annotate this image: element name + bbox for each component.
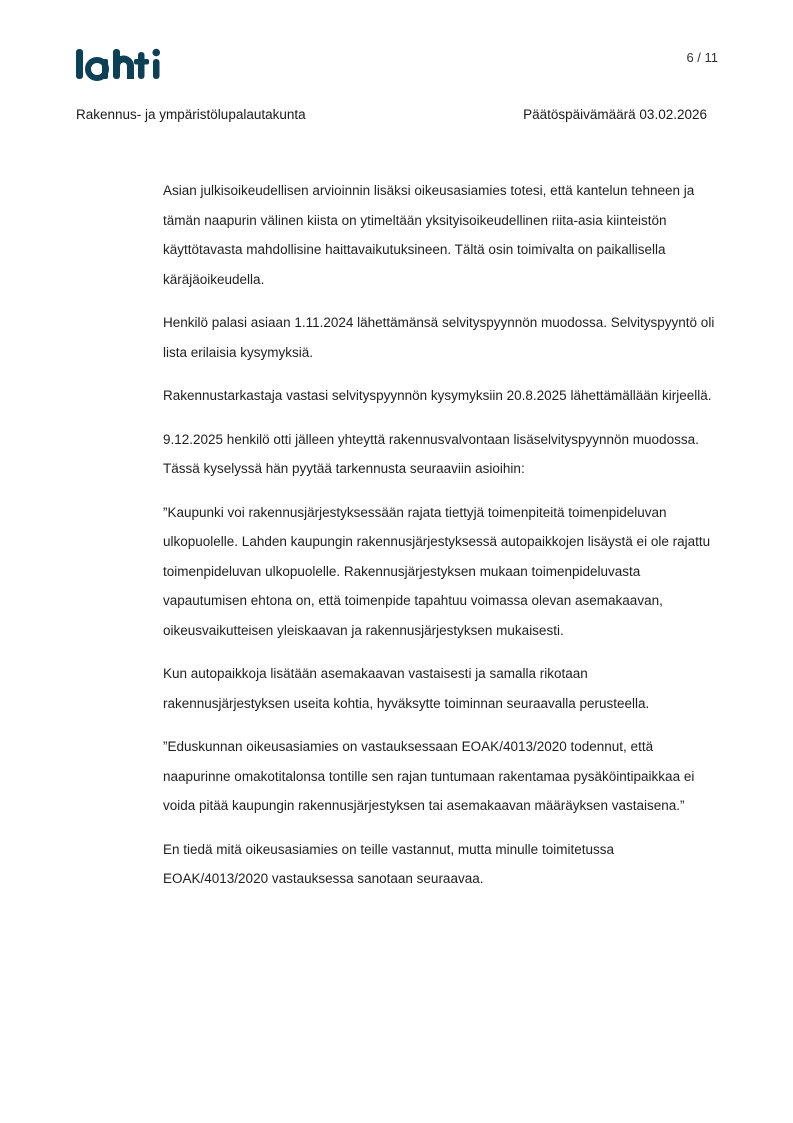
lahti-logo: [75, 44, 175, 84]
committee-name: Rakennus- ja ympäristölupalautakunta: [76, 107, 306, 122]
paragraph: Rakennustarkastaja vastasi selvityspyynnön kysymyksiin 20.8.2025 lähettämällään kirjeellä.: [163, 388, 712, 403]
paragraph: Henkilö palasi asiaan 1.11.2024 lähettämänsä selvityspyynnön muodossa. Selvityspyyntö oli lista erilaisia kysymyksiä.: [163, 315, 715, 360]
decision-date: Päätöspäivämäärä 03.02.2026: [523, 107, 707, 122]
paragraph: Asian julkisoikeudellisen arvioinnin lisäksi oikeusasiamies totesi, että kantelun tehneen ja tämän naapurin välinen kiista on ytimeltään yksityisoikeudellinen riita-asia kiinteistön käyttötavasta mahdollisine haittavaikutuksineen. Tältä osin toimivalta on paikallisella käräjäoikeudella.: [163, 183, 695, 287]
document-body: [163, 176, 715, 908]
paragraph: Kun autopaikkoja lisätään asemakaavan vastaisesti ja samalla rikotaan rakennusjärjestyksen useita kohtia, hyväksytte toiminnan seuraavalla perusteella.: [163, 666, 650, 711]
quoted-paragraph: ”Kaupunki voi rakennusjärjestyksessään rajata tiettyjä toimenpiteitä toimenpideluvan ulkopuolelle. Lahden kaupungin rakennusjärjestyksessä autopaikkojen lisäystä ei ole rajattu toimenpideluvan ulkopuolelle. Rakennusjärjestyksen mukaan toimenpideluvasta vapautumisen ehtona on, että toimenpide tapahtuu voimassa olevan asemakaavan, oikeusvaikutteisen yleiskaavan ja rakennusjärjestyksen mukaisesti.: [163, 504, 711, 638]
document-header: [76, 107, 707, 122]
paragraph: En tiedä mitä oikeusasiamies on teille vastannut, mutta minulle toimitetussa EOAK/4013/2020 vastauksessa sanotaan seuraavaa.: [163, 841, 614, 886]
quoted-paragraph: ”Eduskunnan oikeusasiamies on vastauksessaan EOAK/4013/2020 todennut, että naapurinne omakotitalonsa tontille sen rajan tuntumaan rakentamaa pysäköintipaikkaa ei voida pitää kaupungin rakennusjärjestyksen tai asemakaavan määräyksen vastaisena.”: [163, 739, 695, 813]
page-number: 6 / 11: [686, 50, 718, 65]
paragraph: 9.12.2025 henkilö otti jälleen yhteyttä rakennusvalvontaan lisäselvityspyynnön muodossa. Tässä kyselyssä hän pyytää tarkennusta seuraaviin asioihin:: [163, 431, 699, 476]
